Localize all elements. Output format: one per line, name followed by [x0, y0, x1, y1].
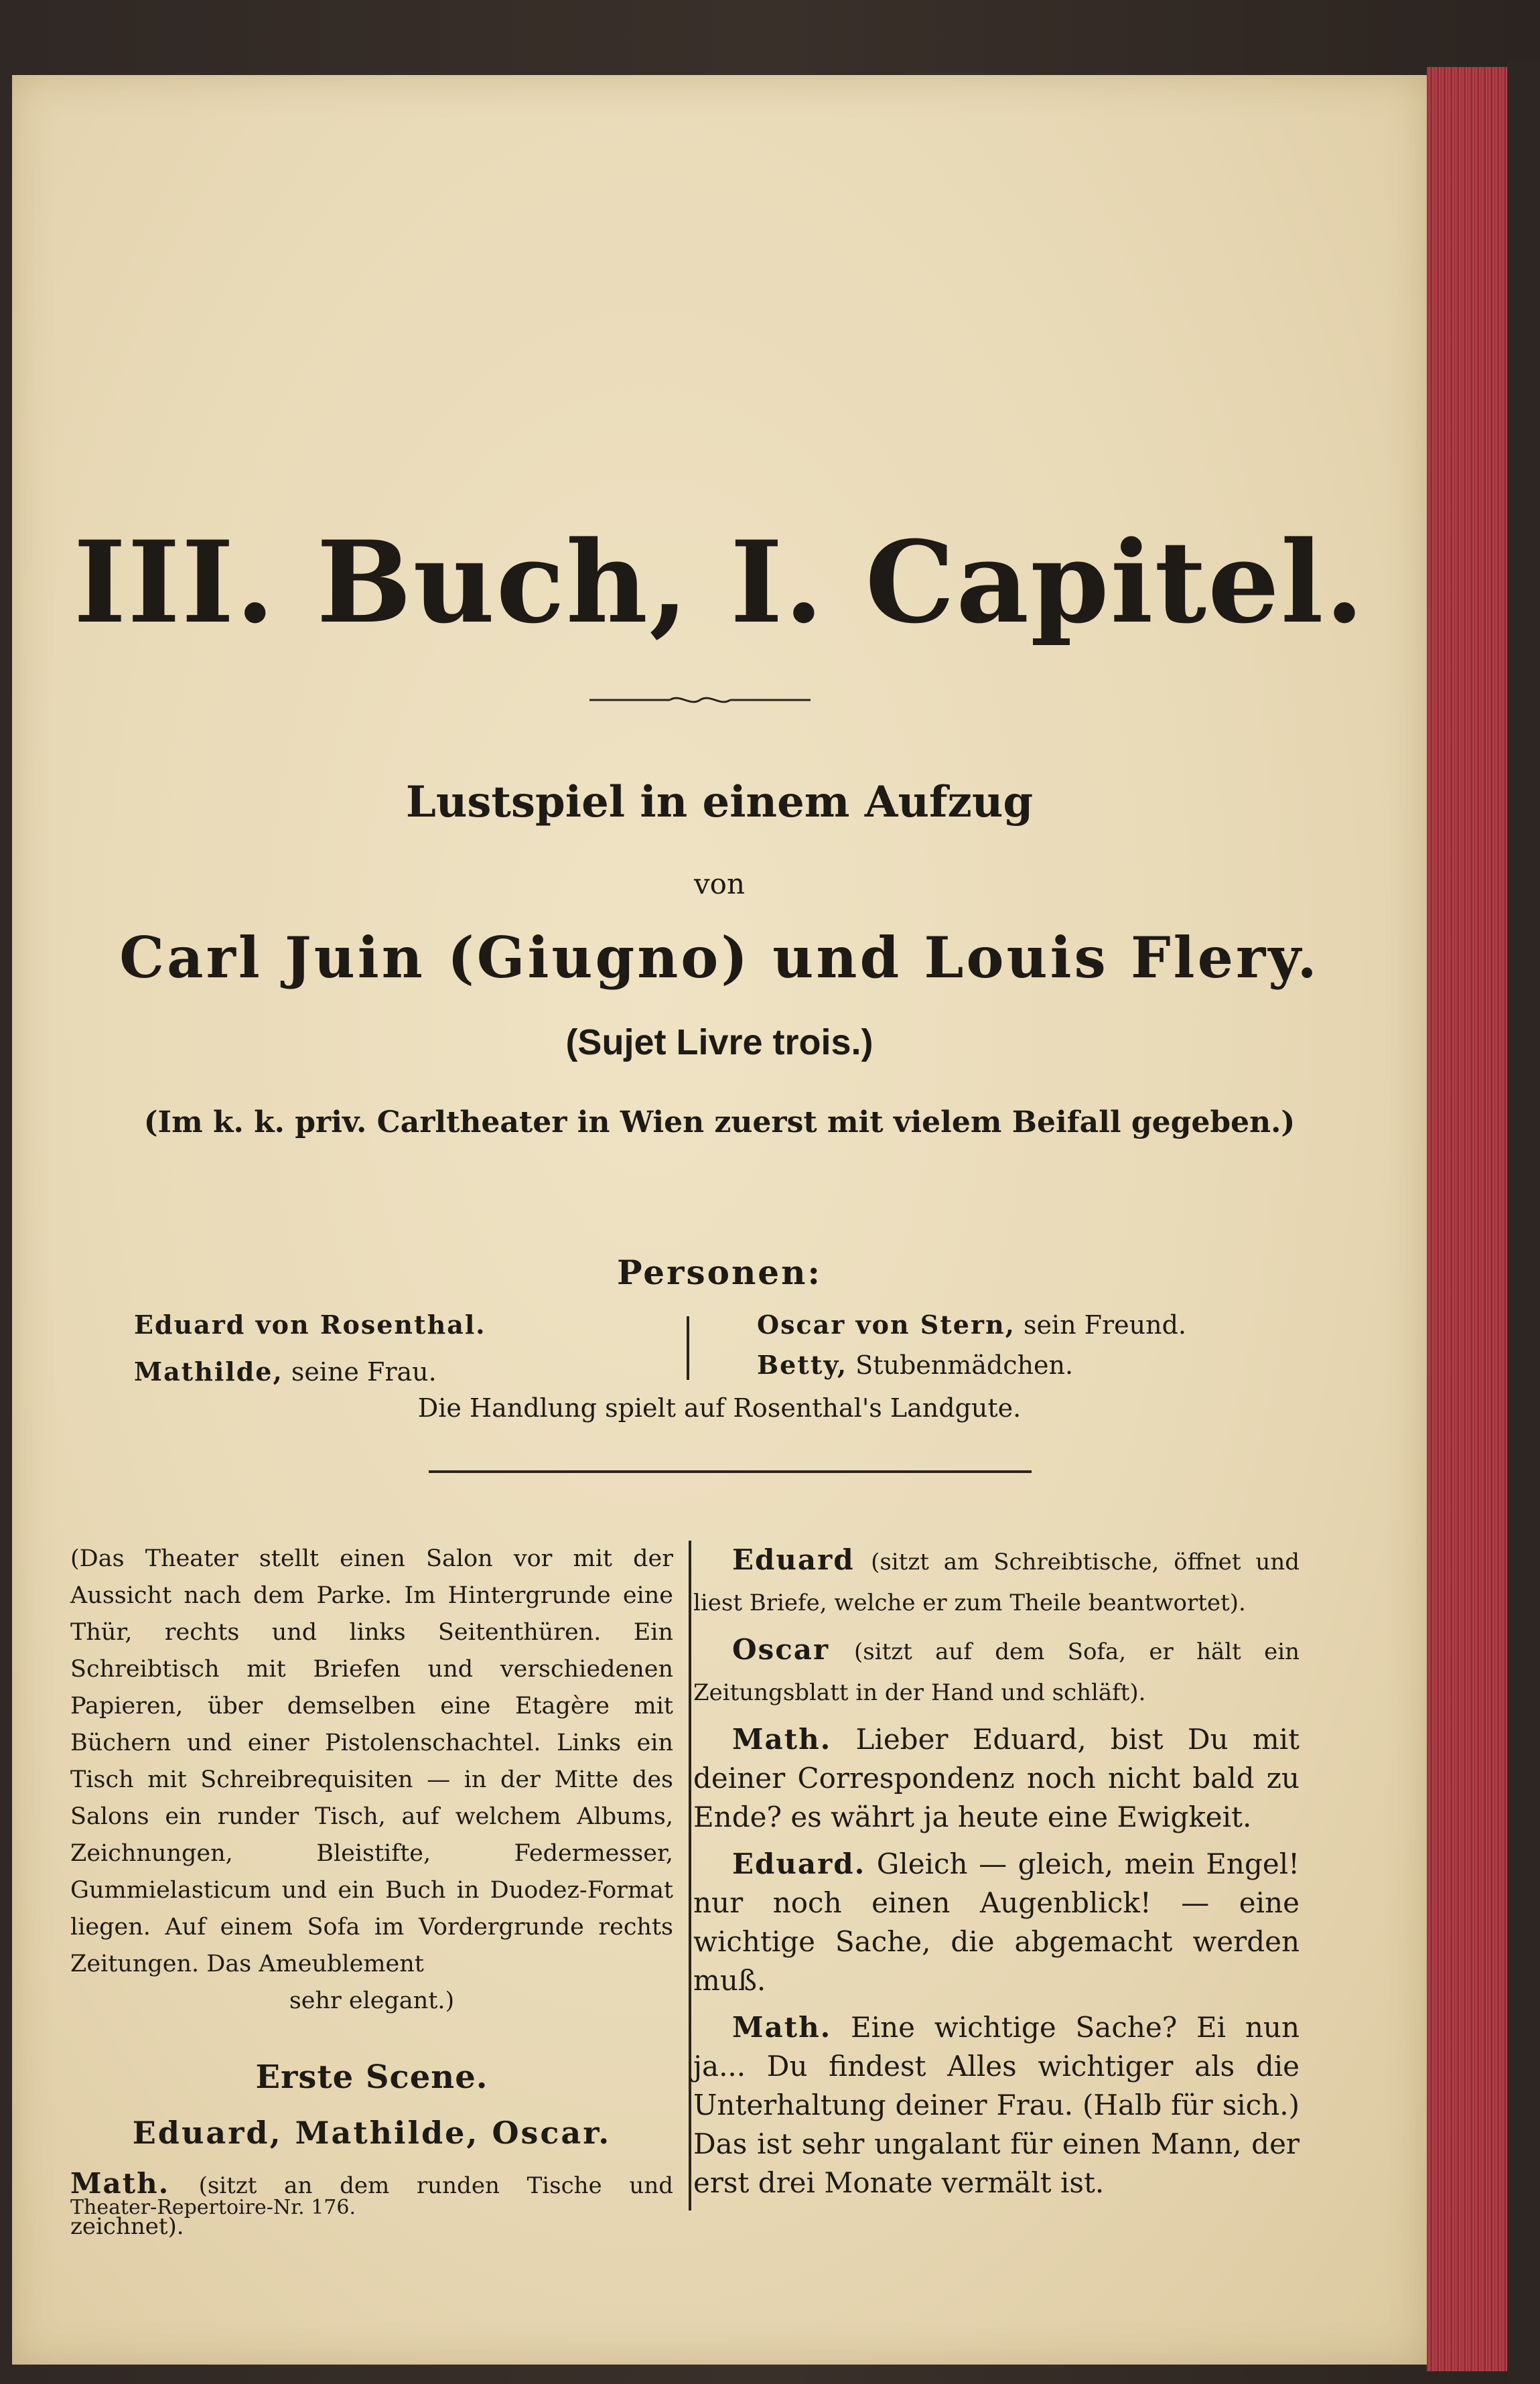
- cast-role: sein Freund.: [1023, 1310, 1187, 1340]
- speech: [693, 1845, 1300, 2000]
- cast-member: [134, 1310, 486, 1340]
- speaker: Math.: [732, 2011, 832, 2044]
- scene-persons: Eduard, Mathilde, Oscar.: [132, 2115, 612, 2151]
- stage-directions: [70, 1541, 673, 2020]
- speech: [693, 1720, 1300, 1837]
- premiere-note: (Im k. k. priv. Carltheater in Wien zuerst mit vielem Beifall gegeben.): [143, 1105, 1296, 1139]
- authors: Carl Juin (Giugno) und Louis Flery.: [119, 924, 1320, 991]
- cast-member: [757, 1350, 1073, 1380]
- sujet-note: (Sujet Livre trois.): [565, 1022, 873, 1062]
- cast-member: [757, 1310, 1186, 1340]
- cast-role: seine Frau.: [291, 1357, 437, 1387]
- scene-heading: Erste Scene.: [255, 2058, 488, 2096]
- play-subtitle: Lustspiel in einem Aufzug: [405, 777, 1034, 827]
- book-spine-edge: [1507, 60, 1540, 2384]
- column-divider: [689, 1541, 691, 2211]
- section-rule: [429, 1470, 1032, 1473]
- stage-direction: (sitzt auf dem Sofa, er hält ein Zeitungsblatt in der Hand und schläft).: [693, 1638, 1300, 1706]
- page-footer: Theater-Repertoire-Nr. 176.: [70, 2196, 356, 2219]
- speaker: Math.: [732, 1723, 832, 1756]
- right-column: [693, 1541, 1300, 2211]
- stage-directions-body: (Das Theater stellt einen Salon vor mit der Aussicht nach dem Parke. Im Hintergrunde eine Thür, rechts und links Seitenthüren. Ein Schreibtisch mit Briefen und verschiedenen Papieren, über demselben eine Etagère mit Büchern und einer Pistolenschachtel. Links ein Tisch mit Schreibrequisiten — in der Mitte des Salons ein runder Tisch, auf welchem Albums, Zeichnungen, Bleistifte, Federmesser, Gummielasticum und ein Buch in Duodez-Format liegen. Auf einem Sofa im Vordergrunde rechts Zeitungen. Das Ameublement: [70, 1545, 673, 1977]
- speaker: Eduard: [732, 1543, 855, 1576]
- cast-name: Mathilde,: [134, 1356, 283, 1387]
- speech-text: Lieber Eduard, bist Du mit deiner Correspondenz noch nicht bald zu Ende? es währt ja heute eine Ewigkeit.: [693, 1723, 1300, 1833]
- title-ornament: [589, 693, 811, 707]
- setting-line: Die Handlung spielt auf Rosenthal's Landgute.: [417, 1393, 1022, 1423]
- stage-directions-last-line: sehr elegant.): [289, 1987, 455, 2014]
- speaker: Eduard.: [732, 1847, 866, 1880]
- left-column: [70, 1541, 673, 2254]
- cast-name: Eduard von Rosenthal.: [134, 1310, 486, 1340]
- cast-divider: [687, 1316, 689, 1380]
- speech: [693, 1541, 1300, 1622]
- cast-name: Betty,: [757, 1350, 848, 1380]
- stage-direction: (sitzt an dem runden Tische und zeichnet).: [70, 2172, 673, 2240]
- speech: [693, 2008, 1300, 2202]
- cast-role: Stubenmädchen.: [855, 1350, 1074, 1380]
- cast-member: [134, 1356, 437, 1387]
- by-line: von: [693, 867, 746, 900]
- speaker: Oscar: [732, 1633, 830, 1666]
- speech: [693, 1630, 1300, 1712]
- chapter-title: III. Buch, I. Capitel.: [73, 516, 1366, 648]
- cast-heading: Personen:: [617, 1253, 822, 1292]
- speech-text: Eine wichtige Sache? Ei nun ja... Du findest Alles wichtiger als die Unterhaltung deiner Frau. (Halb für sich.) Das ist sehr ungalant für einen Mann, der erst drei Monate vermält ist.: [693, 2011, 1300, 2199]
- speaker: Math.: [70, 2167, 170, 2200]
- stage-direction: (sitzt am Schreibtische, öffnet und liest Briefe, welche er zum Theile beantwortet).: [693, 1549, 1300, 1616]
- cast-name: Oscar von Stern,: [757, 1310, 1016, 1340]
- speech-text: Gleich — gleich, mein Engel! nur noch einen Augenblick! — eine wichtige Sache, die abgemacht werden muß.: [693, 1847, 1300, 1997]
- page-edges: [1427, 67, 1507, 2371]
